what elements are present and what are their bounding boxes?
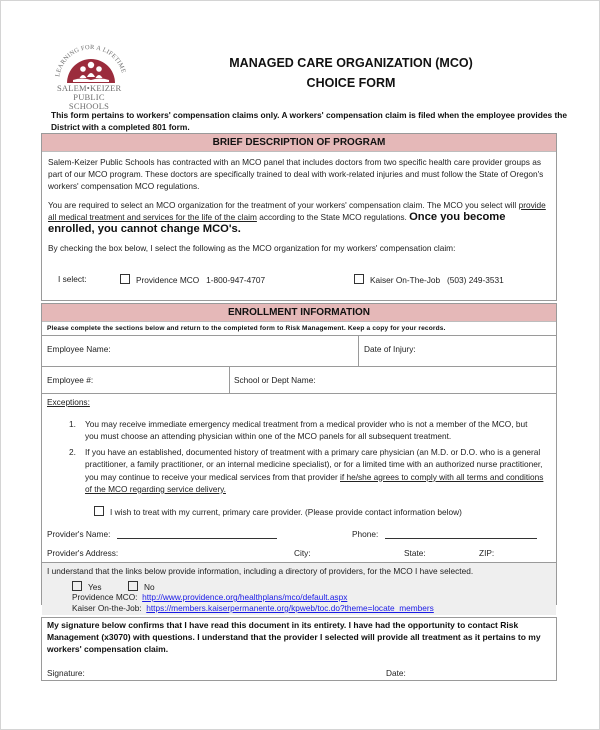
employee-number-row — [42, 366, 556, 394]
exceptions-area — [42, 393, 556, 555]
program-heading: BRIEF DESCRIPTION OF PROGRAM — [42, 134, 556, 152]
title-line-1: MANAGED CARE ORGANIZATION (MCO) — [229, 56, 473, 70]
zip-field[interactable]: ZIP: — [479, 548, 495, 558]
provider-phone-input[interactable] — [385, 529, 537, 539]
current-provider-option[interactable]: I wish to treat with my current, primary care provider. (Please provide contact information below) — [94, 506, 462, 517]
comply-clause: if he/she agrees to comply with all terms and conditions of the MCO regarding service delivery. — [85, 471, 544, 494]
exceptions-label: Exceptions: — [47, 397, 90, 407]
signature-section — [41, 617, 557, 681]
providence-checkbox[interactable] — [120, 274, 130, 284]
signature-field[interactable]: Signature: — [47, 668, 85, 678]
title-line-2: CHOICE FORM — [306, 76, 396, 90]
intro-text: This form pertains to workers' compensation claims only. A workers' compensation claim is filed when the employee provides the District with a completed 801 form. — [51, 110, 568, 132]
signature-date-field[interactable]: Date: — [386, 668, 406, 678]
yes-checkbox[interactable] — [72, 581, 82, 591]
divider — [229, 367, 230, 394]
school-dept-field[interactable]: School or Dept Name: — [234, 375, 316, 385]
mco-links-area — [42, 562, 556, 615]
no-checkbox[interactable] — [128, 581, 138, 591]
enrollment-section — [41, 303, 557, 613]
program-paragraph-3: By checking the box below, I select the following as the MCO organization for my workers' compensation claim: — [48, 243, 456, 254]
state-field[interactable]: State: — [404, 548, 426, 558]
option-kaiser[interactable]: Kaiser On-The-Job (503) 249-3531 — [354, 274, 504, 285]
enrollment-instructions: Please complete the sections below and return to the completed form to Risk Management. Keep a copy for your records. — [47, 325, 446, 332]
providence-phone: 1-800-947-4707 — [206, 275, 266, 285]
providence-link-row: Providence MCO: http://www.providence.org/healthplans/mco/default.aspx — [72, 592, 348, 602]
employee-number-field[interactable]: Employee #: — [47, 375, 94, 385]
form-title — [201, 53, 501, 93]
provider-phone-row: Phone: — [352, 529, 537, 539]
providence-link[interactable]: http://www.providence.org/healthplans/mco/default.aspx — [142, 592, 348, 602]
logo-line-2: PUBLIC SCHOOLS — [68, 92, 110, 111]
program-paragraph-2: You are required to select an MCO organization for the treatment of your workers' compensation claim. The MCO you select will provide all medical treatment and services for the life of the claim according to the State MCO regulations. Once you become enrolled, you cannot change MCO's. — [48, 199, 546, 236]
program-paragraph-1: Salem-Keizer Public Schools has contracted with an MCO panel that includes doctors from two specific health care provider groups as part of our MCO program. These doctors are specifically trained to deal with work-related injuries and must follow the State of Oregon's workers' compensation MCO regulations. — [48, 157, 544, 192]
no-option[interactable]: No — [128, 581, 155, 592]
kaiser-link[interactable]: https://members.kaiserpermanente.org/kpweb/toc.do?theme=locate_members — [146, 603, 434, 613]
signature-statement: My signature below confirms that I have read this document in its entirety. I have had the opportunity to contact Risk Management (x3070) with questions. I understand that the provider I selected will provide all treatment as it pertains to my workers' compensation claim. — [47, 620, 541, 654]
program-section — [41, 133, 557, 301]
no-change-warning: Once you become enrolled, you cannot change MCO's. — [48, 210, 506, 236]
current-provider-checkbox[interactable] — [94, 506, 104, 516]
lifetime-treatment-clause: provide all medical treatment and services for the life of the claim — [48, 199, 546, 222]
exception-item-1: 1. You may receive immediate emergency medical treatment from a medical provider who is not a member of the MCO, but you must choose an attending physician within one of the MCO panels for all subsequent treatment. — [69, 419, 528, 441]
select-label: I select: — [58, 274, 87, 284]
divider — [358, 336, 359, 366]
svg-text:LEARNING FOR A LIFETIME: LEARNING FOR A LIFETIME — [54, 43, 127, 78]
yes-option[interactable]: Yes — [72, 581, 102, 592]
provider-address-field[interactable]: Provider's Address: — [47, 548, 119, 558]
employee-name-row — [42, 335, 556, 366]
provider-name-input[interactable] — [117, 529, 277, 539]
city-field[interactable]: City: — [294, 548, 311, 558]
kaiser-phone: (503) 249-3531 — [447, 275, 504, 285]
provider-name-row: Provider's Name: — [47, 529, 277, 539]
logo-wordmark — [57, 84, 121, 111]
logo-line-1: SALEM•KEIZER — [57, 83, 122, 93]
exception-item-2: 2. If you have an established, documented history of treatment with a primary care physician (an M.D. or D.O. who is a general practitioner, a family practitioner, or an internal medicine specialist), or for a limited time with an authorized nurse practitioner, you may continue to receive your medical services from that provider if he/she agrees to comply with all terms and conditions of the MCO regarding service delivery. — [69, 447, 544, 494]
employee-name-field[interactable]: Employee Name: — [47, 344, 111, 354]
kaiser-link-row: Kaiser On-the-Job: https://members.kaiserpermanente.org/kpweb/toc.do?theme=locate_members — [72, 603, 434, 613]
option-providence[interactable]: Providence MCO 1-800-947-4707 — [120, 274, 265, 285]
links-statement: I understand that the links below provide information, including a directory of providers, for the MCO I have selected. — [47, 566, 474, 576]
kaiser-checkbox[interactable] — [354, 274, 364, 284]
date-of-injury-field[interactable]: Date of Injury: — [364, 344, 416, 354]
enrollment-heading: ENROLLMENT INFORMATION — [42, 304, 556, 322]
